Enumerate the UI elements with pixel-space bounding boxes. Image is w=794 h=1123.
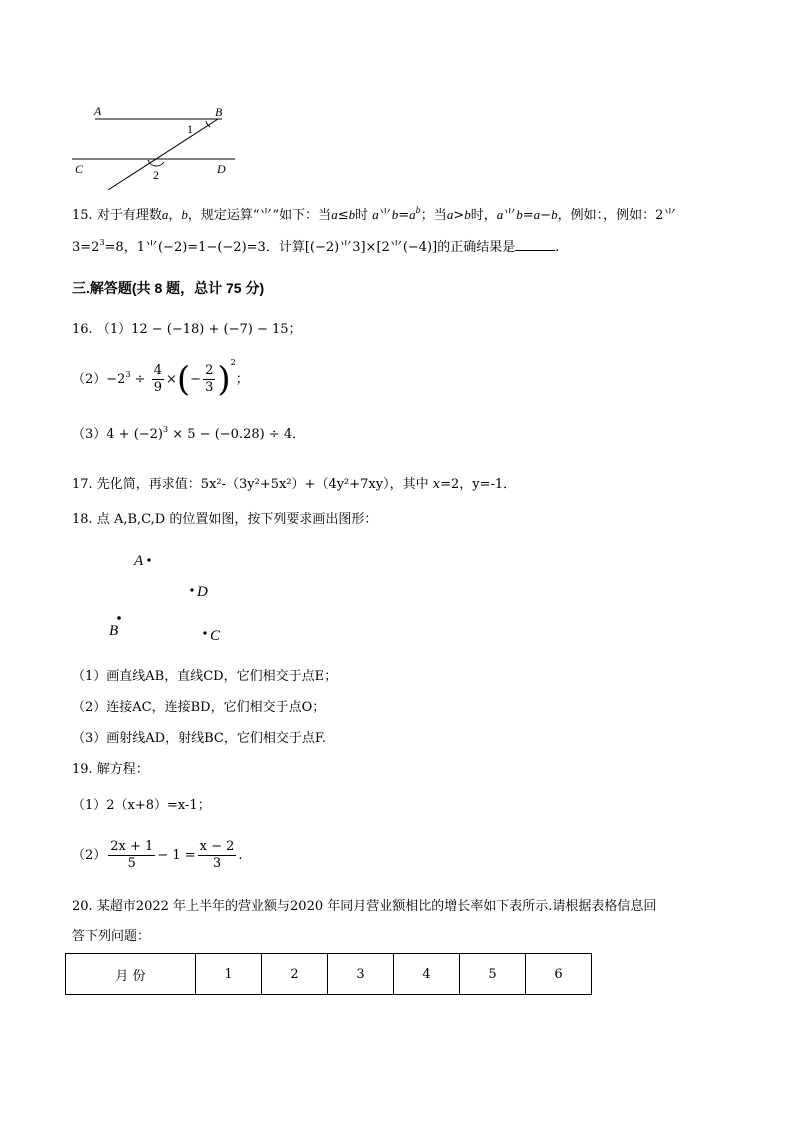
label-B: B [215, 105, 223, 119]
point-D-label: D [197, 584, 208, 600]
table-cell: 5 [460, 954, 526, 995]
point-C [203, 631, 206, 634]
section-title: 三.解答题(共 8 题，总计 75 分) [72, 280, 265, 296]
table-row [66, 954, 592, 995]
q19-sub2: （2） $\frac{2x + 1}{5}$ − 1 = $\frac{x - 2}{3}$ . [72, 839, 243, 871]
table-cell: 3 [328, 954, 394, 995]
point-C-label: C [210, 628, 221, 644]
table-cell: 4 [394, 954, 460, 995]
q17: 17. 先化简，再求值：5x²-（3y²+5x²）+（4y²+7xy），其中 x=2，y=-1． [72, 477, 517, 492]
angle-1-label: 1 [187, 122, 193, 136]
table-cell: 6 [526, 954, 592, 995]
q18-text: 18. 点 A,B,C,D 的位置如图，按下列要求画出图形： [72, 512, 378, 527]
table-cell: 1 [196, 954, 262, 995]
q15-line2: $3=2^3=8$，1⺌(−2)=1−(−2)=3．计算[(−2)⺌3]×[2⺌(−4)]的正确结果是 . [72, 238, 560, 255]
point-D [190, 588, 193, 591]
custom-operator: ⺌ [259, 208, 273, 223]
q18-sub2: （2）连接AC，连接BD，它们相交于点O； [72, 700, 326, 715]
label-A: A [94, 104, 102, 118]
point-B [117, 616, 121, 620]
q15-line1: 15. 对于有理数a，b，规定运算“⺌”如下：当a≤b时 a⺌$b=a^b$；当a>b时，a⺌b=a−b，例如：，例如：2⺌ [72, 206, 677, 223]
answer-blank [515, 238, 555, 251]
point-B-label: B [109, 623, 119, 639]
q16-part3: $(3)4 + (-2)^3 \times 5 - (-0.28) \div 4$． [72, 425, 306, 442]
q18-sub1: （1）画直线AB，直线CD，它们相交于点E； [72, 669, 338, 684]
q16-part2: $(2)-2^3$ ÷ $\frac{4}{9}$ ×(− $\frac{2}{3}$ )$^2$； [72, 358, 249, 400]
point-A [147, 558, 150, 561]
q20-line2: 答下列问题： [72, 929, 151, 944]
q19-text: 19. 解方程： [72, 762, 149, 777]
parallel-lines-figure [60, 100, 260, 190]
table-cell: 2 [262, 954, 328, 995]
point-A-label: A [134, 553, 144, 569]
growth-rate-table [65, 953, 592, 995]
q20-line1: 20. 某超市2022 年上半年的营业额与2020 年同月营业额相比的增长率如下表所示.请根据表格信息回 [72, 899, 657, 914]
angle-2-label: 2 [153, 168, 159, 182]
table-header-cell: 月 份 [66, 954, 196, 995]
q19-sub1: （1）2（x+8）=x-1； [72, 798, 211, 813]
label-D: D [217, 162, 226, 176]
q18-sub3: （3）画射线AD，射线BC，它们相交于点F. [72, 731, 326, 746]
label-C: C [75, 162, 84, 176]
q16-part1: 16. （1）12 − (−18) + (−7) − 15； [72, 322, 302, 337]
points-figure [100, 545, 240, 650]
